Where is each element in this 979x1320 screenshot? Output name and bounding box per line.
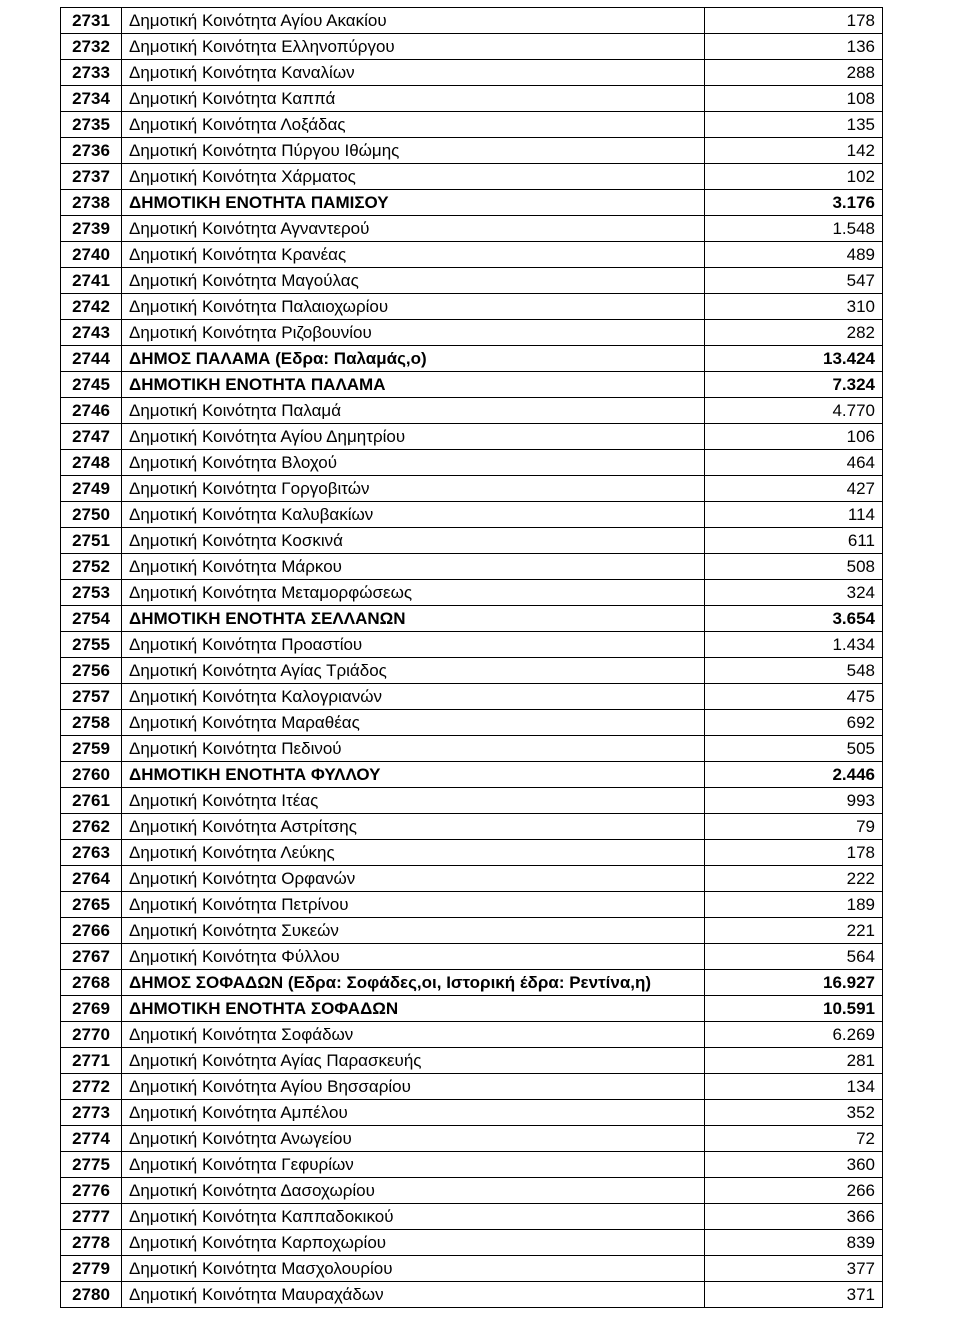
row-population-cell: 288	[705, 60, 883, 86]
row-name-cell: Δημοτική Κοινότητα Αμπέλου	[122, 1100, 705, 1126]
row-code-cell: 2754	[61, 606, 122, 632]
table-row	[61, 346, 883, 372]
row-population-cell: 189	[705, 892, 883, 918]
table-row	[61, 710, 883, 736]
table-row	[61, 788, 883, 814]
row-code-cell: 2757	[61, 684, 122, 710]
row-name-cell: ΔΗΜΟΤΙΚΗ ΕΝΟΤΗΤΑ ΠΑΛΑΜΑ	[122, 372, 705, 398]
row-name-cell: Δημοτική Κοινότητα Μαγούλας	[122, 268, 705, 294]
row-population-cell: 1.548	[705, 216, 883, 242]
row-code-cell: 2768	[61, 970, 122, 996]
table-row	[61, 970, 883, 996]
table-row	[61, 112, 883, 138]
row-population-cell: 114	[705, 502, 883, 528]
table-row	[61, 476, 883, 502]
row-population-cell: 489	[705, 242, 883, 268]
table-row	[61, 996, 883, 1022]
row-population-cell: 475	[705, 684, 883, 710]
row-population-cell: 3.654	[705, 606, 883, 632]
row-code-cell: 2739	[61, 216, 122, 242]
row-name-cell: Δημοτική Κοινότητα Καρποχωρίου	[122, 1230, 705, 1256]
row-population-cell: 72	[705, 1126, 883, 1152]
row-population-cell: 4.770	[705, 398, 883, 424]
row-population-cell: 178	[705, 8, 883, 34]
row-code-cell: 2743	[61, 320, 122, 346]
row-code-cell: 2765	[61, 892, 122, 918]
table-row	[61, 190, 883, 216]
row-population-cell: 178	[705, 840, 883, 866]
table-row	[61, 1048, 883, 1074]
row-population-cell: 281	[705, 1048, 883, 1074]
table-row	[61, 1256, 883, 1282]
table-row	[61, 372, 883, 398]
row-code-cell: 2732	[61, 34, 122, 60]
row-name-cell: ΔΗΜΟΤΙΚΗ ΕΝΟΤΗΤΑ ΣΟΦΑΔΩΝ	[122, 996, 705, 1022]
row-code-cell: 2772	[61, 1074, 122, 1100]
row-name-cell: Δημοτική Κοινότητα Φύλλου	[122, 944, 705, 970]
row-name-cell: Δημοτική Κοινότητα Καλυβακίων	[122, 502, 705, 528]
table-row	[61, 658, 883, 684]
row-population-cell: 371	[705, 1282, 883, 1308]
row-code-cell: 2752	[61, 554, 122, 580]
row-name-cell: Δημοτική Κοινότητα Μαυραχάδων	[122, 1282, 705, 1308]
row-code-cell: 2773	[61, 1100, 122, 1126]
row-code-cell: 2747	[61, 424, 122, 450]
row-code-cell: 2749	[61, 476, 122, 502]
row-population-cell: 548	[705, 658, 883, 684]
row-name-cell: Δημοτική Κοινότητα Χάρματος	[122, 164, 705, 190]
row-name-cell: ΔΗΜΟΤΙΚΗ ΕΝΟΤΗΤΑ ΠΑΜΙΣΟΥ	[122, 190, 705, 216]
table-row	[61, 1204, 883, 1230]
row-name-cell: Δημοτική Κοινότητα Ιτέας	[122, 788, 705, 814]
row-population-cell: 106	[705, 424, 883, 450]
row-population-cell: 427	[705, 476, 883, 502]
table-row	[61, 164, 883, 190]
row-name-cell: Δημοτική Κοινότητα Αγίου Βησσαρίου	[122, 1074, 705, 1100]
row-name-cell: Δημοτική Κοινότητα Δασοχωρίου	[122, 1178, 705, 1204]
row-name-cell: Δημοτική Κοινότητα Γοργοβιτών	[122, 476, 705, 502]
table-row	[61, 580, 883, 606]
row-name-cell: Δημοτική Κοινότητα Ορφανών	[122, 866, 705, 892]
row-code-cell: 2763	[61, 840, 122, 866]
row-population-cell: 6.269	[705, 1022, 883, 1048]
row-population-cell: 324	[705, 580, 883, 606]
row-name-cell: Δημοτική Κοινότητα Ανωγείου	[122, 1126, 705, 1152]
table-row	[61, 1074, 883, 1100]
row-code-cell: 2774	[61, 1126, 122, 1152]
row-code-cell: 2760	[61, 762, 122, 788]
row-population-cell: 2.446	[705, 762, 883, 788]
row-name-cell: ΔΗΜΟΣ ΠΑΛΑΜΑ (Εδρα: Παλαμάς,ο)	[122, 346, 705, 372]
table-row	[61, 866, 883, 892]
row-population-cell: 134	[705, 1074, 883, 1100]
row-code-cell: 2748	[61, 450, 122, 476]
row-name-cell: Δημοτική Κοινότητα Κοσκινά	[122, 528, 705, 554]
table-row	[61, 1100, 883, 1126]
row-name-cell: Δημοτική Κοινότητα Σοφάδων	[122, 1022, 705, 1048]
table-row	[61, 216, 883, 242]
table-row	[61, 242, 883, 268]
table-row	[61, 918, 883, 944]
row-population-cell: 564	[705, 944, 883, 970]
row-population-cell: 377	[705, 1256, 883, 1282]
row-code-cell: 2742	[61, 294, 122, 320]
row-population-cell: 692	[705, 710, 883, 736]
row-code-cell: 2767	[61, 944, 122, 970]
row-code-cell: 2776	[61, 1178, 122, 1204]
row-code-cell: 2744	[61, 346, 122, 372]
row-population-cell: 310	[705, 294, 883, 320]
row-name-cell: Δημοτική Κοινότητα Πεδινού	[122, 736, 705, 762]
row-population-cell: 266	[705, 1178, 883, 1204]
row-code-cell: 2756	[61, 658, 122, 684]
table-row	[61, 294, 883, 320]
table-row	[61, 450, 883, 476]
table-row	[61, 1178, 883, 1204]
row-name-cell: Δημοτική Κοινότητα Καππά	[122, 86, 705, 112]
table-row	[61, 684, 883, 710]
row-code-cell: 2740	[61, 242, 122, 268]
row-code-cell: 2764	[61, 866, 122, 892]
row-name-cell: Δημοτική Κοινότητα Μαραθέας	[122, 710, 705, 736]
row-code-cell: 2738	[61, 190, 122, 216]
row-name-cell: Δημοτική Κοινότητα Πύργου Ιθώμης	[122, 138, 705, 164]
table-row	[61, 398, 883, 424]
row-code-cell: 2771	[61, 1048, 122, 1074]
table-row	[61, 840, 883, 866]
table-row	[61, 8, 883, 34]
row-population-cell: 352	[705, 1100, 883, 1126]
row-code-cell: 2779	[61, 1256, 122, 1282]
row-population-cell: 102	[705, 164, 883, 190]
table-row	[61, 424, 883, 450]
row-code-cell: 2761	[61, 788, 122, 814]
row-name-cell: Δημοτική Κοινότητα Κρανέας	[122, 242, 705, 268]
row-name-cell: Δημοτική Κοινότητα Αγίου Δημητρίου	[122, 424, 705, 450]
row-population-cell: 10.591	[705, 996, 883, 1022]
row-code-cell: 2733	[61, 60, 122, 86]
row-code-cell: 2753	[61, 580, 122, 606]
row-name-cell: Δημοτική Κοινότητα Γεφυρίων	[122, 1152, 705, 1178]
table-row	[61, 320, 883, 346]
row-code-cell: 2777	[61, 1204, 122, 1230]
row-name-cell: Δημοτική Κοινότητα Καναλίων	[122, 60, 705, 86]
row-population-cell: 464	[705, 450, 883, 476]
row-code-cell: 2759	[61, 736, 122, 762]
table-row	[61, 268, 883, 294]
row-code-cell: 2735	[61, 112, 122, 138]
row-population-cell: 839	[705, 1230, 883, 1256]
row-name-cell: Δημοτική Κοινότητα Λεύκης	[122, 840, 705, 866]
row-code-cell: 2778	[61, 1230, 122, 1256]
row-name-cell: ΔΗΜΟΣ ΣΟΦΑΔΩΝ (Εδρα: Σοφάδες,οι, Ιστορική έδρα: Ρεντίνα,η)	[122, 970, 705, 996]
row-code-cell: 2746	[61, 398, 122, 424]
row-population-cell: 221	[705, 918, 883, 944]
row-code-cell: 2736	[61, 138, 122, 164]
row-name-cell: ΔΗΜΟΤΙΚΗ ΕΝΟΤΗΤΑ ΣΕΛΛΑΝΩΝ	[122, 606, 705, 632]
row-name-cell: Δημοτική Κοινότητα Καππαδοκικού	[122, 1204, 705, 1230]
table-row	[61, 60, 883, 86]
row-code-cell: 2737	[61, 164, 122, 190]
row-population-cell: 135	[705, 112, 883, 138]
row-population-cell: 142	[705, 138, 883, 164]
table-row	[61, 34, 883, 60]
row-population-cell: 547	[705, 268, 883, 294]
row-code-cell: 2758	[61, 710, 122, 736]
row-code-cell: 2751	[61, 528, 122, 554]
row-population-cell: 508	[705, 554, 883, 580]
table-row	[61, 1126, 883, 1152]
table-row	[61, 528, 883, 554]
row-code-cell: 2762	[61, 814, 122, 840]
row-code-cell: 2741	[61, 268, 122, 294]
row-population-cell: 13.424	[705, 346, 883, 372]
row-population-cell: 16.927	[705, 970, 883, 996]
row-population-cell: 366	[705, 1204, 883, 1230]
table-row	[61, 86, 883, 112]
row-name-cell: Δημοτική Κοινότητα Παλαιοχωρίου	[122, 294, 705, 320]
row-name-cell: Δημοτική Κοινότητα Προαστίου	[122, 632, 705, 658]
row-population-cell: 7.324	[705, 372, 883, 398]
row-name-cell: Δημοτική Κοινότητα Μασχολουρίου	[122, 1256, 705, 1282]
row-name-cell: Δημοτική Κοινότητα Αγίας Τριάδος	[122, 658, 705, 684]
row-name-cell: Δημοτική Κοινότητα Αστρίτσης	[122, 814, 705, 840]
row-code-cell: 2734	[61, 86, 122, 112]
row-name-cell: Δημοτική Κοινότητα Καλογριανών	[122, 684, 705, 710]
row-population-cell: 136	[705, 34, 883, 60]
row-code-cell: 2731	[61, 8, 122, 34]
row-code-cell: 2780	[61, 1282, 122, 1308]
row-name-cell: Δημοτική Κοινότητα Ελληνοπύργου	[122, 34, 705, 60]
table-row	[61, 1152, 883, 1178]
row-population-cell: 611	[705, 528, 883, 554]
row-name-cell: Δημοτική Κοινότητα Αγίου Ακακίου	[122, 8, 705, 34]
table-row	[61, 762, 883, 788]
row-population-cell: 79	[705, 814, 883, 840]
row-population-cell: 1.434	[705, 632, 883, 658]
row-code-cell: 2766	[61, 918, 122, 944]
table-body	[61, 8, 883, 1308]
row-name-cell: Δημοτική Κοινότητα Μάρκου	[122, 554, 705, 580]
row-population-cell: 3.176	[705, 190, 883, 216]
table-row	[61, 632, 883, 658]
table-row	[61, 1022, 883, 1048]
table-row	[61, 736, 883, 762]
table-row	[61, 502, 883, 528]
row-name-cell: Δημοτική Κοινότητα Αγίας Παρασκευής	[122, 1048, 705, 1074]
row-population-cell: 108	[705, 86, 883, 112]
row-population-cell: 993	[705, 788, 883, 814]
row-population-cell: 282	[705, 320, 883, 346]
row-code-cell: 2770	[61, 1022, 122, 1048]
row-name-cell: Δημοτική Κοινότητα Βλοχού	[122, 450, 705, 476]
row-code-cell: 2775	[61, 1152, 122, 1178]
row-code-cell: 2750	[61, 502, 122, 528]
table-row	[61, 1282, 883, 1308]
row-name-cell: Δημοτική Κοινότητα Μεταμορφώσεως	[122, 580, 705, 606]
population-table	[60, 7, 883, 1308]
row-name-cell: Δημοτική Κοινότητα Αγναντερού	[122, 216, 705, 242]
table-row	[61, 814, 883, 840]
row-name-cell: Δημοτική Κοινότητα Συκεών	[122, 918, 705, 944]
table-row	[61, 944, 883, 970]
table-row	[61, 892, 883, 918]
row-code-cell: 2769	[61, 996, 122, 1022]
table-row	[61, 606, 883, 632]
row-code-cell: 2745	[61, 372, 122, 398]
row-name-cell: Δημοτική Κοινότητα Ριζοβουνίου	[122, 320, 705, 346]
row-code-cell: 2755	[61, 632, 122, 658]
table-row	[61, 554, 883, 580]
row-name-cell: Δημοτική Κοινότητα Λοξάδας	[122, 112, 705, 138]
row-population-cell: 222	[705, 866, 883, 892]
row-name-cell: Δημοτική Κοινότητα Παλαμά	[122, 398, 705, 424]
row-name-cell: ΔΗΜΟΤΙΚΗ ΕΝΟΤΗΤΑ ΦΥΛΛΟΥ	[122, 762, 705, 788]
row-population-cell: 360	[705, 1152, 883, 1178]
row-name-cell: Δημοτική Κοινότητα Πετρίνου	[122, 892, 705, 918]
table-row	[61, 1230, 883, 1256]
table-row	[61, 138, 883, 164]
row-population-cell: 505	[705, 736, 883, 762]
